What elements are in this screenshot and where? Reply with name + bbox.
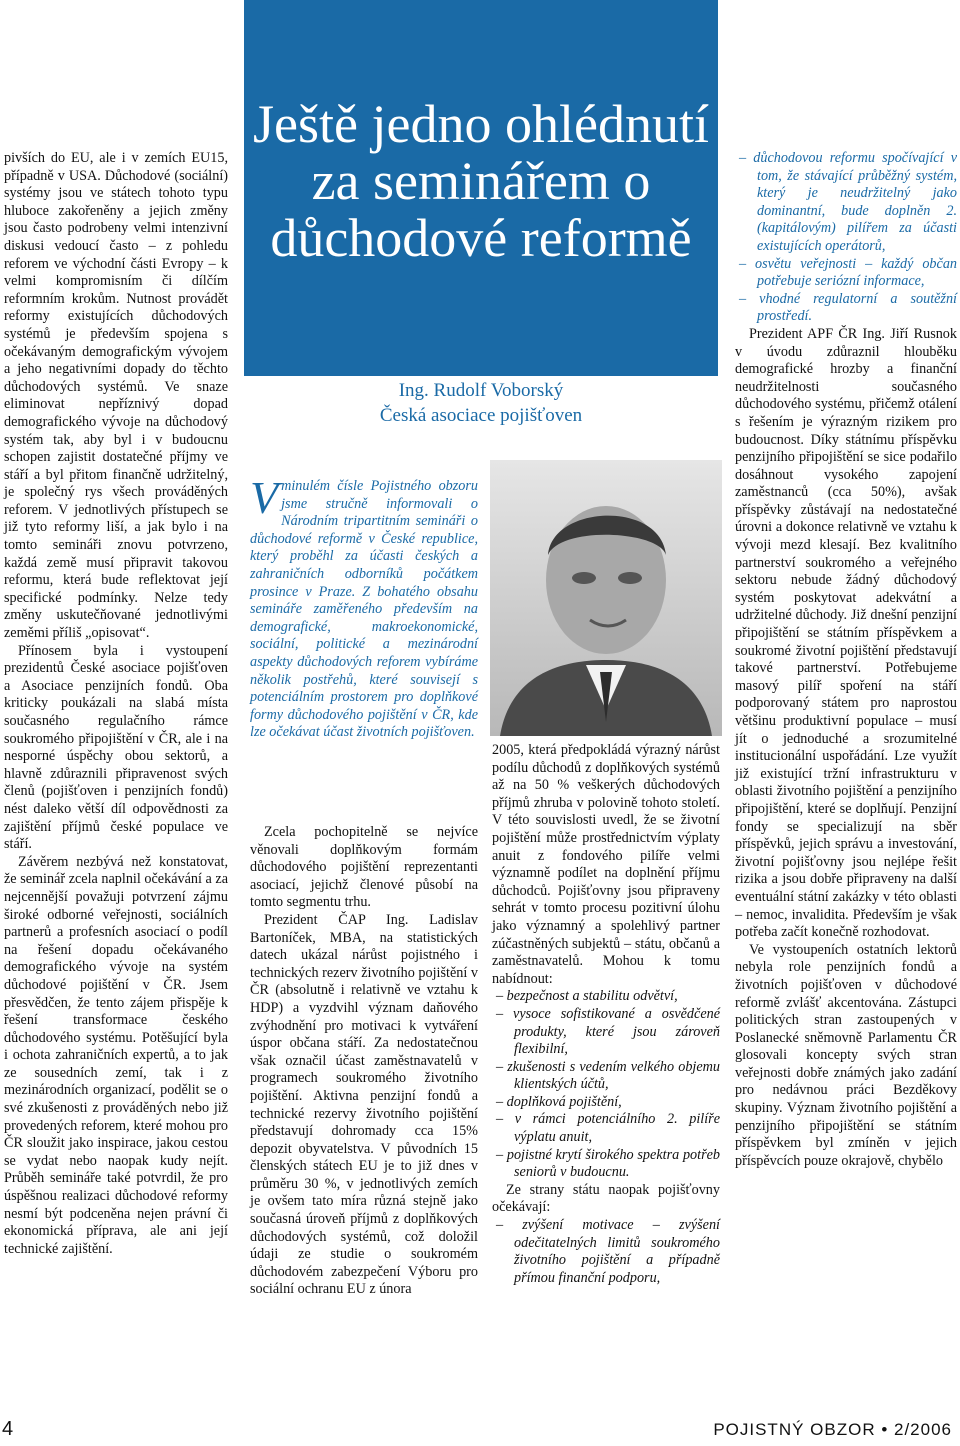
author-photo xyxy=(490,460,722,736)
paragraph: Zcela pochopitelně se nejvíce věnovali doplňkovým formám důchodového pojištění reprezentanti asociací, jejichž členové působí na tomto segmentu trhu. xyxy=(250,824,478,911)
paragraph: Ze strany státu naopak pojišťovny očekávají: xyxy=(492,1181,720,1216)
paragraph: Prezident ČAP Ing. Ladislav Bartoníček, MBA, na statistických datech ukázal nárůst pojistného i technických rezerv životního pojištění v ČR (absolutně i relativně ve vztahu k HDP) a vyzdvihl význam daňového zvýhodnění pro motivaci k vytváření úspor občana stáří. Za nedostatečnou však označil účast zaměstnavatelů v programech soukromého životního pojištění. Aktivna penzijní fondů a technické rezervy životního pojištění představují dohromady cca 15% depozit obyvatelstva. V původních 15 členských státech EU je to již dnes v průměru 30 %, v jednotlivých zemích je ovšem tato míra různá stejně jako současná úroveň příjmů z doplňkových důchodových systémů, což doložil údaji ze studie o soukromém důchodovém zabezpečení Výboru pro sociální ochranu EU z února xyxy=(250,911,478,1298)
paragraph: Přínosem byla i vystoupení prezidentů České asociace pojišťoven a Asociace penzijních fondů. Oba kriticky poukázali na slabá místa současného regulačního rámce soukromého připojištění v ČR, ale i na nesporné úspěchy obou sektorů, a hlavně zdůraznili připravenost svých členů (pojišťoven i penzijních fondů) nést daleko větší díl odpovědnosti za zajištění příjmů české populace ve stáří. xyxy=(4,642,228,853)
portrait-image xyxy=(490,460,722,736)
page-number: 4 xyxy=(2,1418,14,1440)
list-item: – pojistné krytí širokého spektra potřeb seniorů v budoucnu. xyxy=(492,1147,720,1182)
paragraph: Ve vystoupeních ostatních lektorů nebyla role penzijních fondů a životních pojišťoven v důchodové reformě zvlášť akcentována. Zástupci politických stran zastoupených v Poslanecké sněmovně Parlamentu ČR glosovali koncepty svých stran veřejnosti dobře známých jako zadání pro nedávnou práci Bezděkovy skupiny. Význam životního pojištění a penzijního připojištění se státním příspěvkem byl zmíněn v jejich příspěvcích pouze okrajově, chybělo xyxy=(735,941,957,1169)
list-item: – důchodovou reformu spočívající v tom, že stávající průběžný systém, který je neudržitelný jako dominantní, bude doplněn 2. (kapitálovým) pilířem za účasti existujících operátorů, xyxy=(735,150,957,256)
paragraph: Závěrem nezbývá než konstatovat, že seminář zcela naplnil očekávání a za nejcennější považuji potvrzení zájmu široké odborné veřejnosti, sociálních partnerů a profesních asociací o podíl na řešení dopadu očekávaného demografického vývoje na systém důchodové pojištění v ČR. Jsem přesvědčen, že tento zájem přispěje k řešení transformace českého důchodového systému. Potěšující byla i ochota zahraničních expertů, a to jak ze sousedních zemí, tak i z mezinárodních organizací, podělit se o své zkušenosti z prováděných nebo již provedených reforem, které mohou pro ČR sloužit jako inspirace, jakou cestou se vydat nebo naopak kudy nejít. Průběh semináře také potvrdil, že pro úspěšnou realizaci důchodové reformy nesmí být podceněna nejen právní či ekonomická příprava, ale ani její technické zajištění. xyxy=(4,853,228,1257)
column-2 xyxy=(250,824,478,1299)
list-item: – v rámci potenciálního 2. pilíře výplatu anuit, xyxy=(492,1111,720,1146)
magazine-footer: POJISTNÝ OBZOR • 2/2006 xyxy=(713,1420,952,1439)
column-4 xyxy=(735,150,957,1170)
list-item: – vhodné regulatorní a soutěžní prostředí. xyxy=(735,291,957,326)
paragraph: Prezident APF ČR Ing. Jiří Rusnok v úvodu zdůraznil hlouběku demografické hrozby a finanční neudržitelnosti současného důchodového systému, přičemž otálení s řešením je výrazným rizikem pro budoucnost. Díky státnímu příspěvku penzijního připojištění se sice podařilo dosáhnout vysokého zapojení zaměstnanců (cca 50%), avšak příspěvky zůstávají na nedostatečné úrovni a dokonce relativně ve vztahu k vývoji mezd klesají. Bez kvalitního partnerství soukromého a veřejného sektoru nebude žádný důchodový systém poskytovat adekvátní a udržitelné důchody. Již dnešní penzijní připojištění se státním příspěvkem a soukromé životní pojištění představují takové partnerství. Potřebujeme masový pilíř spoření na stáří podporovaný státem pro naprostou většinu produktivní populace – musí jít o jednoduché a srozumitelné institucionální uspořádání. Lze využít již existující tržní infrastrukturu v oblasti životního pojištění a penzijního připojištění, které se doplňují. Penzijní fondy se specializují na sběr příspěvků, jejich správu a investování, životní pojišťovny jsou nejlépe řešit rizika a jsou dobře připraveny na další eventuální státní zakázky v této oblasti – nemoc, invalidita. Především je však potřeba začít konečně rozhodovat. xyxy=(735,325,957,941)
author-name: Ing. Rudolf Voborský xyxy=(398,380,564,401)
list-item: – vysoce sofistikované a osvědčené produkty, které jsou zároveň flexibilní, xyxy=(492,1006,720,1059)
paragraph: pivších do EU, ale i v zemích EU15, případně v USA. Důchodové (sociální) systémy jsou ve státech tohoto typu hluboce zakořeněny a jejich změny jsou často podrobeny velmi intenzivní diskusi vedoucí často – z pohledu reforem ve východní části Evropy – k velmi kompromisním či dílčím reformním krokům. Nutnost provádět reformy existujících důchodových systémů je především spojena s očekávaným demografickým vývojem a jeho negativními dopady do těchto důchodových systémů. Ve snaze eliminovat nepříznivý dopad demografického vývoje na důchodový systém tak, aby byl i v budoucnu schopen zajistit dostatečné příjmy ve stáří a byl přitom finančně udržitelný, je společný rys všech prováděných reforem. V jednotlivých přístupech se již tyto reformy liší, a jak bylo i na tomto semináři znovu potvrzeno, každá země musí připravit takovou reformu, která bude reflektovat její specifické podmínky. Nelze tedy změny uskutečňované jednotlivými zeměmi příliš „opisovat“. xyxy=(4,150,228,642)
paragraph: 2005, která předpokládá výrazný nárůst podílu důchodů z doplňkových systémů až na 50 % veškerých důchodových příjmů zhruba v polovině tohoto století. V této souvislosti uvedl, že se životní pojištění může prostřednictvím výplaty anuit z fondového pilíře velmi významně podílet na doplnění příjmu důchodců. Pojišťovny jsou připraveny sehrát v tomto procesu pozitivní úlohu jako významný a spolehlivý partner zúčastněných subjektů – státu, občanů a zaměstnavatelů. Mohou k tomu nabídnout: xyxy=(492,742,720,987)
headline: Ještě jedno ohlédnutí za seminářem o důchodové reformě xyxy=(253,94,709,268)
list-item: – zkušenosti s vedením velkého objemu klientských účtů, xyxy=(492,1059,720,1094)
drop-cap: V xyxy=(250,472,279,523)
column-1 xyxy=(4,150,228,1258)
list-item: – osvětu veřejnosti – každý občan potřebuje seriózní informace, xyxy=(735,256,957,291)
expectation-list xyxy=(492,1217,720,1287)
list-item: – bezpečnost a stabilitu odvětví, xyxy=(492,988,720,1006)
list-item: – zvýšení motivace – zvýšení odečitatelných limitů soukromého životního pojištění a případně přímou finanční podporu, xyxy=(492,1217,720,1287)
expectation-list-continued xyxy=(735,150,957,326)
list-item: – doplňková pojištění, xyxy=(492,1094,720,1112)
column-3 xyxy=(492,742,720,1287)
offer-list xyxy=(492,988,720,1182)
author-block xyxy=(244,378,718,428)
lead-text: minulém čísle Pojistného obzoru jsme stručně informovali o Národním tripartitním semináři o důchodové reformě v České republice, který proběhl za účasti českých a zahraničních odborníků počátkem prosince v Praze. Z bohatého obsahu semináře zaměřeného především na demografické, makroekonomické, sociální, politické a mezinárodní aspekty důchodových reforem vybíráme několik postřehů, které souvisejí s potenciálním prostorem pro doplňkové formy důchodového pojištění v ČR, kde lze očekávat účast životních pojišťoven. xyxy=(250,478,478,741)
author-organization: Česká asociace pojišťoven xyxy=(379,405,583,426)
lead-paragraph xyxy=(250,472,478,742)
